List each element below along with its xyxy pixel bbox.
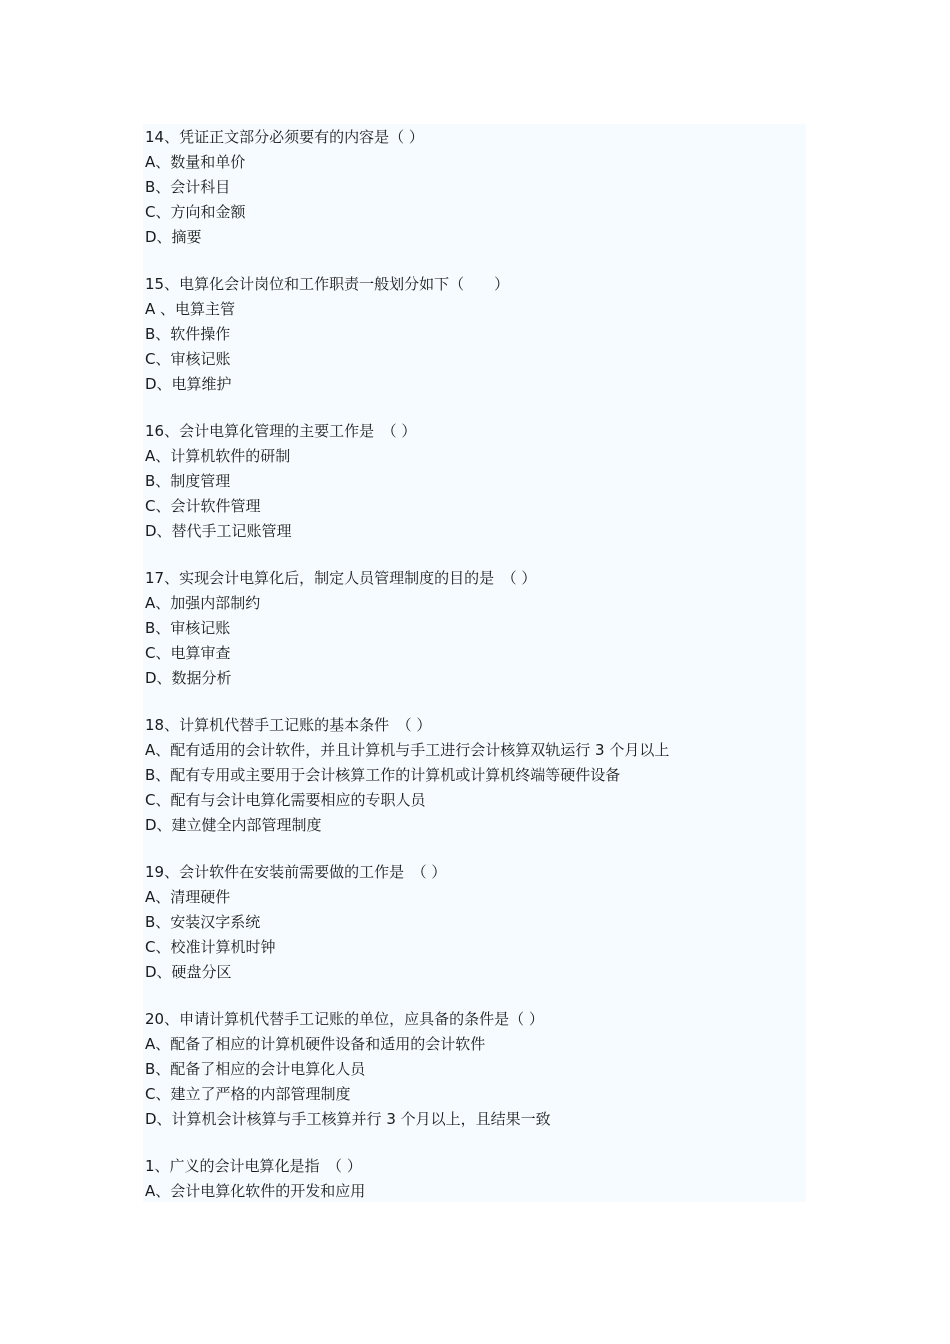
option-a: A、配备了相应的计算机硬件设备和适用的会计软件 xyxy=(145,1035,486,1053)
option-a: A 、电算主管 xyxy=(145,300,236,318)
option-a: A、会计电算化软件的开发和应用 xyxy=(145,1182,366,1200)
option-b: B、配备了相应的会计电算化人员 xyxy=(145,1060,366,1078)
option-c: C、审核记账 xyxy=(145,350,231,368)
option-b: B、配有专用或主要用于会计核算工作的计算机或计算机终端等硬件设备 xyxy=(145,766,621,784)
option-a: A、数量和单价 xyxy=(145,153,246,171)
question-16 xyxy=(145,419,805,544)
question-19 xyxy=(145,860,805,985)
option-c: C、会计软件管理 xyxy=(145,497,261,515)
option-d: D、替代手工记账管理 xyxy=(145,522,292,540)
option-d: D、电算维护 xyxy=(145,375,232,393)
option-a: A、加强内部制约 xyxy=(145,594,261,612)
question-15 xyxy=(145,272,805,397)
question-14 xyxy=(145,125,805,250)
option-a: A、计算机软件的研制 xyxy=(145,447,291,465)
option-d: D、硬盘分区 xyxy=(145,963,232,981)
question-18 xyxy=(145,713,805,838)
question-title: 17、实现会计电算化后，制定人员管理制度的目的是 （ ） xyxy=(145,569,537,587)
question-title: 15、电算化会计岗位和工作职责一般划分如下（ ） xyxy=(145,275,510,293)
question-title: 14、凭证正文部分必须要有的内容是（ ） xyxy=(145,128,424,146)
question-list xyxy=(145,125,805,1204)
option-b: B、制度管理 xyxy=(145,472,231,490)
question-title: 19、会计软件在安装前需要做的工作是 （ ） xyxy=(145,863,447,881)
question-title: 1、广义的会计电算化是指 （ ） xyxy=(145,1157,362,1175)
option-b: B、软件操作 xyxy=(145,325,231,343)
option-b: B、会计科目 xyxy=(145,178,231,196)
option-d: D、建立健全内部管理制度 xyxy=(145,816,322,834)
question-title: 20、申请计算机代替手工记账的单位，应具备的条件是（ ） xyxy=(145,1010,544,1028)
question-1 xyxy=(145,1154,805,1204)
option-d: D、摘要 xyxy=(145,228,202,246)
question-title: 18、计算机代替手工记账的基本条件 （ ） xyxy=(145,716,432,734)
option-b: B、安装汉字系统 xyxy=(145,913,261,931)
option-c: C、电算审查 xyxy=(145,644,231,662)
option-b: B、审核记账 xyxy=(145,619,231,637)
option-c: C、配有与会计电算化需要相应的专职人员 xyxy=(145,791,426,809)
option-d: D、计算机会计核算与手工核算并行 3 个月以上，且结果一致 xyxy=(145,1110,551,1128)
option-a: A、清理硬件 xyxy=(145,888,231,906)
option-d: D、数据分析 xyxy=(145,669,232,687)
option-c: C、方向和金额 xyxy=(145,203,246,221)
option-a: A、配有适用的会计软件，并且计算机与手工进行会计核算双轨运行 3 个月以上 xyxy=(145,741,670,759)
question-title: 16、会计电算化管理的主要工作是 （ ） xyxy=(145,422,417,440)
option-c: C、建立了严格的内部管理制度 xyxy=(145,1085,351,1103)
question-17 xyxy=(145,566,805,691)
option-c: C、校准计算机时钟 xyxy=(145,938,276,956)
question-20 xyxy=(145,1007,805,1132)
